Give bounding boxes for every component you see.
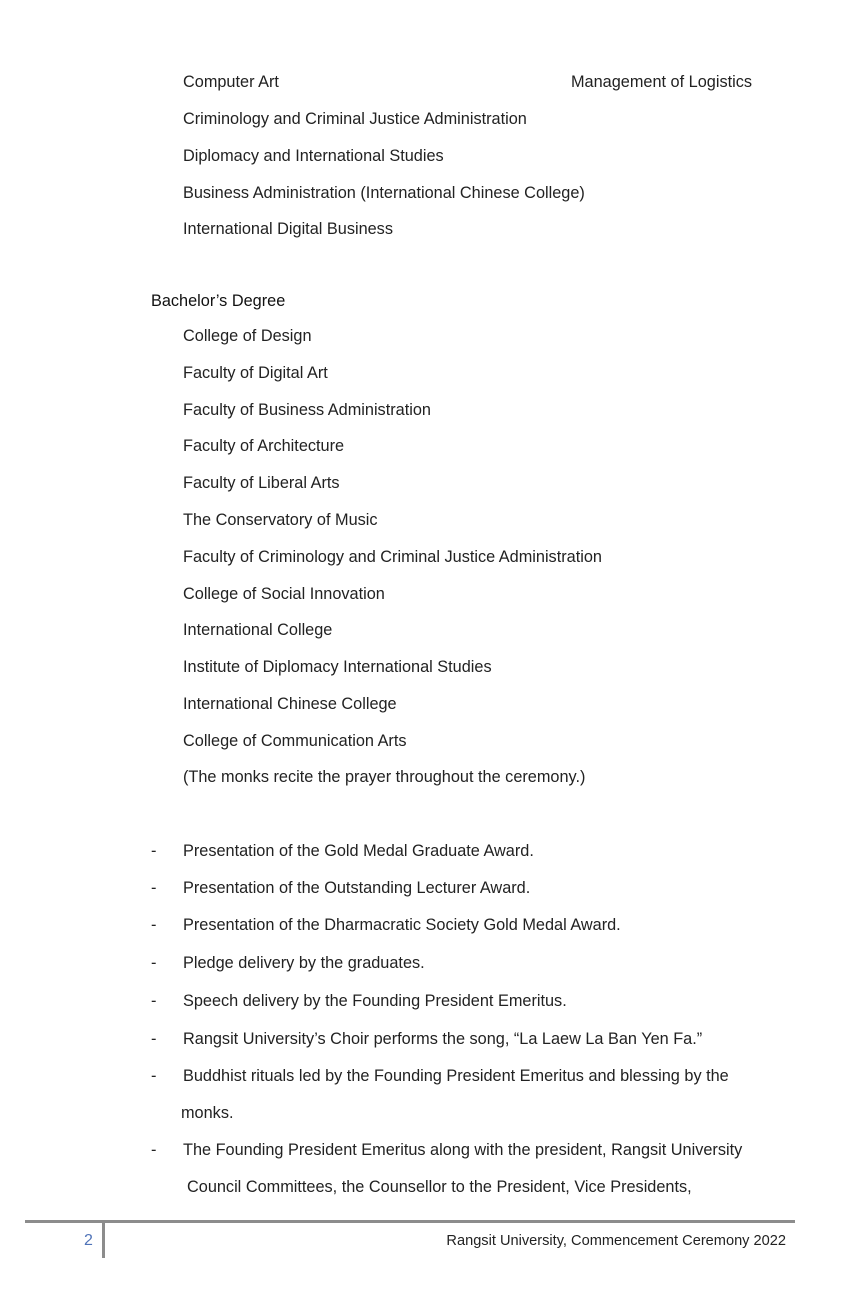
programme-item: Management of Logistics	[571, 73, 753, 91]
event-item: The Founding President Emeritus along with the president, Rangsit University	[183, 1141, 743, 1159]
bullet-dash: -	[151, 954, 157, 972]
bullet-dash: -	[151, 842, 157, 860]
event-item: Presentation of the Dharmacratic Society Gold Medal Award.	[183, 916, 621, 934]
faculty-item: College of Communication Arts	[183, 732, 407, 750]
faculty-item: The Conservatory of Music	[183, 511, 378, 529]
event-item: Presentation of the Outstanding Lecturer Award.	[183, 879, 531, 897]
faculty-item: College of Social Innovation	[183, 585, 385, 603]
event-item: Speech delivery by the Founding President Emeritus.	[183, 992, 567, 1010]
page-number: 2	[84, 1232, 93, 1249]
programme-item: Business Administration (International Chinese College)	[183, 184, 585, 202]
faculty-item: College of Design	[183, 327, 312, 345]
ceremony-note: (The monks recite the prayer throughout the ceremony.)	[183, 768, 586, 786]
footer-title: Rangsit University, Commencement Ceremony 2022	[446, 1233, 786, 1249]
faculty-item: Faculty of Business Administration	[183, 401, 431, 419]
faculty-item: Faculty of Criminology and Criminal Justice Administration	[183, 548, 602, 566]
section-heading: Bachelor’s Degree	[151, 292, 286, 310]
event-item: Rangsit University’s Choir performs the song, “La Laew La Ban Yen Fa.”	[183, 1030, 703, 1048]
event-item: Buddhist rituals led by the Founding President Emeritus and blessing by the	[183, 1067, 729, 1085]
faculty-item: Faculty of Liberal Arts	[183, 474, 340, 492]
event-item: Pledge delivery by the graduates.	[183, 954, 425, 972]
faculty-item: Faculty of Digital Art	[183, 364, 328, 382]
bullet-dash: -	[151, 1030, 157, 1048]
programme-item: Diplomacy and International Studies	[183, 147, 444, 165]
programme-item: International Digital Business	[183, 220, 393, 238]
programme-item: Computer Art	[183, 73, 279, 91]
bullet-dash: -	[151, 1067, 157, 1085]
bullet-dash: -	[151, 1141, 157, 1159]
bullet-dash: -	[151, 879, 157, 897]
event-item-continuation: monks.	[181, 1104, 234, 1122]
bullet-dash: -	[151, 916, 157, 934]
event-item-continuation: Council Committees, the Counsellor to the President, Vice Presidents,	[187, 1178, 692, 1196]
event-item: Presentation of the Gold Medal Graduate Award.	[183, 842, 534, 860]
faculty-item: International College	[183, 621, 333, 639]
faculty-item: International Chinese College	[183, 695, 397, 713]
programme-item: Criminology and Criminal Justice Administration	[183, 110, 527, 128]
footer-vertical-rule	[102, 1220, 105, 1258]
faculty-item: Faculty of Architecture	[183, 437, 345, 455]
faculty-item: Institute of Diplomacy International Studies	[183, 658, 492, 676]
footer-horizontal-rule	[25, 1220, 795, 1223]
bullet-dash: -	[151, 992, 157, 1010]
